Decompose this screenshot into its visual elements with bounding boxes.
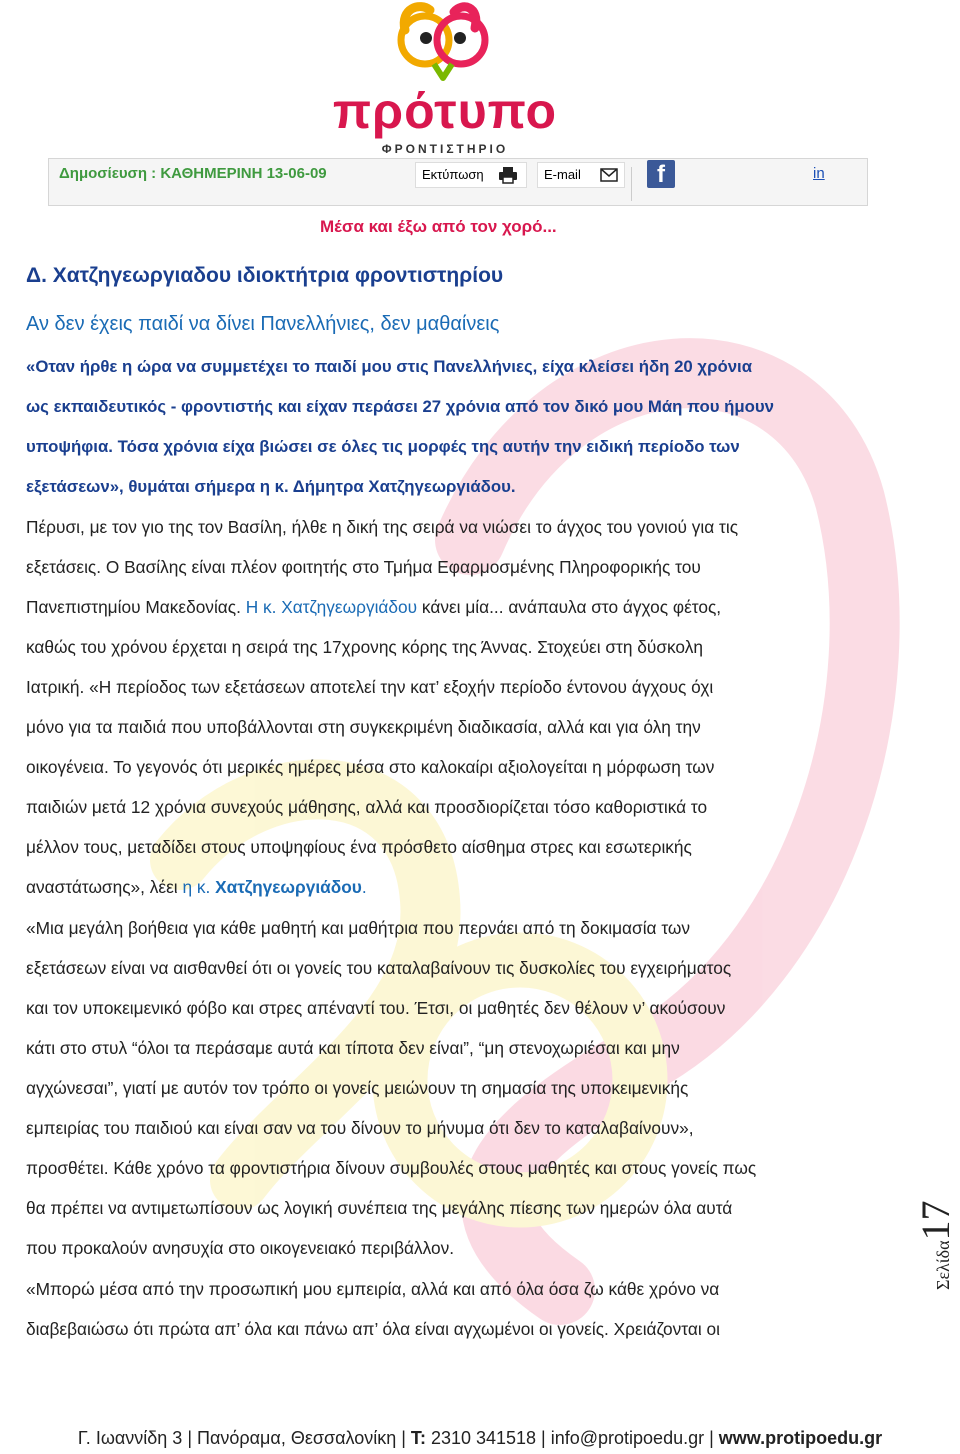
toolbar-divider [631,167,632,201]
email-button[interactable] [537,162,625,188]
envelope-icon [600,168,618,182]
text-line [26,587,896,627]
print-button[interactable] [415,162,527,188]
text-line: εξετάσεων», θυμάται σήμερα η κ. Δήμητρα Χατζηγεωργιάδου. [26,477,516,496]
brand-name: πρότυπο [332,83,558,139]
body-paragraph-3 [26,1269,896,1349]
text-line: «Οταν ήρθε η ώρα να συμμετέχει το παιδί μου στις Πανελλήνιες, είχα κλείσει ήδη 20 χρόνια [26,357,753,376]
brand-logo [320,0,570,158]
printer-icon [498,166,518,184]
text-line: προσθέτει. Κάθε χρόνο τα φροντιστήρια δίνουν συμβουλές στους μαθητές και στους γονείς πως [26,1158,757,1178]
person-name: Χατζηγεωργιάδου [215,877,362,897]
facebook-share-icon[interactable]: f [647,160,675,188]
page-footer [0,1428,960,1449]
text-span: κάνει μία... ανάπαυλα στο άγχος φέτος, [421,597,722,617]
text-line: αγχώνεσαι”, γιατί με αυτόν τον τρόπο οι γονείς μειώνουν τη σημασία της υποκειμενικής [26,1078,689,1098]
footer-website[interactable]: www.protipoedu.gr [718,1428,883,1448]
text-line: μέλλον τους, μεταδίδει στους υποψηφίους ένα πρόσθετο αίσθημα στρες και εσωτερικής [26,837,692,857]
text-span: Πανεπιστημίου Μακεδονίας. [26,597,241,617]
article-author: Δ. Χατζηγεωργιαδου ιδιοκτήτρια φροντιστηρίου [26,264,504,287]
text-line: καθώς του χρόνου έρχεται η σειρά της 17χρονης κόρης της Άννας. Στοχεύει στη δύσκολη [26,637,703,657]
text-line: εξετάσεις. Ο Βασίλης είναι πλέον φοιτητής στο Τμήμα Εφαρμοσμένης Πληροφορικής του [26,557,701,577]
text-line: Πέρυσι, με τον γιο της τον Βασίλη, ήλθε η δική της σειρά να νιώσει το άγχος του γονιού για τις [26,517,739,537]
footer-tel-label: Τ: [410,1428,426,1448]
footer-address: Γ. Ιωαννίδη 3 | Πανόραμα, Θεσσαλονίκη | [77,1428,411,1448]
highlight-span: Η κ. [245,597,277,617]
text-line: οικογένεια. Το γεγονός ότι μερικές ημέρες μέσα στο καλοκαίρι αξιολογείται η μόρφωση των [26,757,715,777]
text-line: μόνο για τα παιδιά που υποβάλλονται στη συγκεκριμένη διαδικασία, αλλά και για όλη την [26,717,701,737]
text-line: κάτι στο στυλ “όλοι τα περάσαμε αυτά και τίποτα δεν είναι”, “μη στενοχωριέσαι και μην [26,1038,680,1058]
intro-paragraph [26,347,896,507]
text-line: εμπειρίας του παιδιού και είναι σαν να του δίνουν το μήνυμα ότι δεν το καταλαβαίνουν», [26,1118,694,1138]
text-line: θα πρέπει να αντιμετωπίσουν ως λογική συνέπεια της μεγάλης πίεσης των ημερών όλα αυτά [26,1198,733,1218]
footer-contact: 2310 341518 | info@protipoedu.gr | [425,1428,719,1448]
page-number-value: 17 [913,1200,958,1241]
body-paragraph-2 [26,908,896,1268]
email-label: E-mail [544,167,581,182]
person-name: Χατζηγεωργιάδου [281,597,418,617]
article-lead: Αν δεν έχεις παιδί να δίνει Πανελλήνιες, δεν μαθαίνεις [26,313,500,335]
print-label: Εκτύπωση [422,167,484,182]
text-line: που προκαλούν ανησυχία στο οικογενειακό περιβάλλον. [26,1238,455,1258]
owl-logo-icon [320,0,570,90]
text-line: εξετάσεων είναι να αισθανθεί ότι οι γονείς του καταλαβαίνουν τις δυσκολίες του εγχειρήματος [26,958,732,978]
article-subtitle: Μέσα και έξω από τον χορό... [320,217,557,236]
text-line: Ιατρική. «Η περίοδος των εξετάσεων αποτελεί την κατ’ εξοχήν περίοδο έντονου άγχους όχι [26,677,714,697]
publication-info: Δημοσίευση : ΚΑΘΗΜΕΡΙΝΗ 13-06-09 [59,165,327,182]
text-line: και τον υποκειμενικό φόβο και στρες απέναντί του. Έτσι, οι μαθητές δεν θέλουν ν’ ακούσουν [26,998,726,1018]
text-line: παιδιών μετά 12 χρόνια συνεχούς μάθησης, αλλά και προσδιορίζεται τόσο καθοριστικά το [26,797,708,817]
article-toolbar [48,158,868,206]
text-span: αναστάτωσης», λέει [26,877,178,897]
page-number [912,1200,960,1290]
text-line: «Μπορώ μέσα από την προσωπική μου εμπειρία, αλλά και από όλα όσα ζω κάθε χρόνο να [26,1279,720,1299]
linkedin-share-link[interactable]: in [813,165,825,182]
highlight-span: η κ. [182,877,211,897]
page-label: Σελίδα [933,1240,953,1290]
text-span: . [361,877,367,897]
text-line [26,867,896,907]
text-line: υποψήφια. Τόσα χρόνια είχα βιώσει σε όλες τις μορφές της αυτήν την ειδική περίοδο των [26,437,740,456]
text-line: διαβεβαιώσω ότι πρώτα απ’ όλα και πάνω απ’ όλα είναι αγχωμένοι οι γονείς. Χρειάζονται οι [26,1319,720,1339]
text-line: ως εκπαιδευτικός - φροντιστής και είχαν περάσει 27 χρόνια από τον δικό μου Μάη που ήμουν [26,397,775,416]
body-paragraph-1 [26,507,896,907]
brand-tagline: ΦΡΟΝΤΙΣΤΗΡΙΟ [381,142,509,156]
text-line: «Μια μεγάλη βοήθεια για κάθε μαθητή και μαθήτρια που περνάει από τη δοκιμασία των [26,918,691,938]
